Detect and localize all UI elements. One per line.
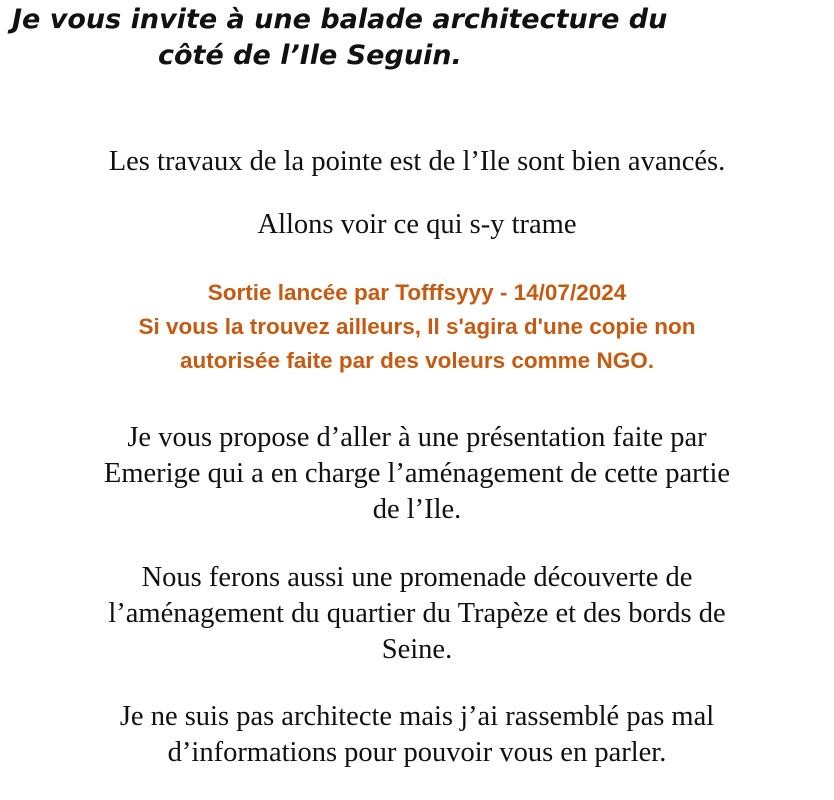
paragraph-line: Je ne suis pas architecte mais j’ai rassemblé pas mal (119, 701, 715, 732)
paragraph-line: d’informations pour pouvoir vous en parler. (167, 737, 667, 768)
paragraph-line: Je vous propose d’aller à une présentation faite par (127, 422, 707, 453)
paragraph-lets-go (0, 207, 834, 243)
paragraph-works-progress (0, 144, 834, 180)
notice-line-3: autorisée faite par des voleurs comme NGO. (180, 348, 654, 373)
paragraph-promenade (0, 560, 834, 668)
paragraph-not-architect (0, 699, 834, 771)
notice-line-1: Sortie lancée par Tofffsyyy - 14/07/2024 (207, 280, 627, 305)
page-title (12, 2, 827, 74)
paragraph-presentation (0, 420, 834, 528)
paragraph-line: l’aménagement du quartier du Trapèze et des bords de (108, 598, 726, 629)
copyright-notice (0, 276, 834, 378)
paragraph-line: de l’Ile. (372, 494, 462, 525)
title-line-2: côté de l’Ile Seguin. (158, 40, 462, 71)
paragraph-line: Seine. (381, 634, 453, 665)
notice-line-2: Si vous la trouvez ailleurs, Il s'agira d'une copie non (138, 314, 696, 339)
paragraph-text: Les travaux de la pointe est de l’Ile sont bien avancés. (108, 146, 726, 177)
title-line-1: Je vous invite à une balade architecture du (12, 4, 668, 35)
paragraph-line: Nous ferons aussi une promenade découverte de (141, 562, 693, 593)
paragraph-line: Emerige qui a en charge l’aménagement de cette partie (103, 458, 731, 489)
paragraph-text: Allons voir ce qui s-y trame (257, 209, 577, 240)
